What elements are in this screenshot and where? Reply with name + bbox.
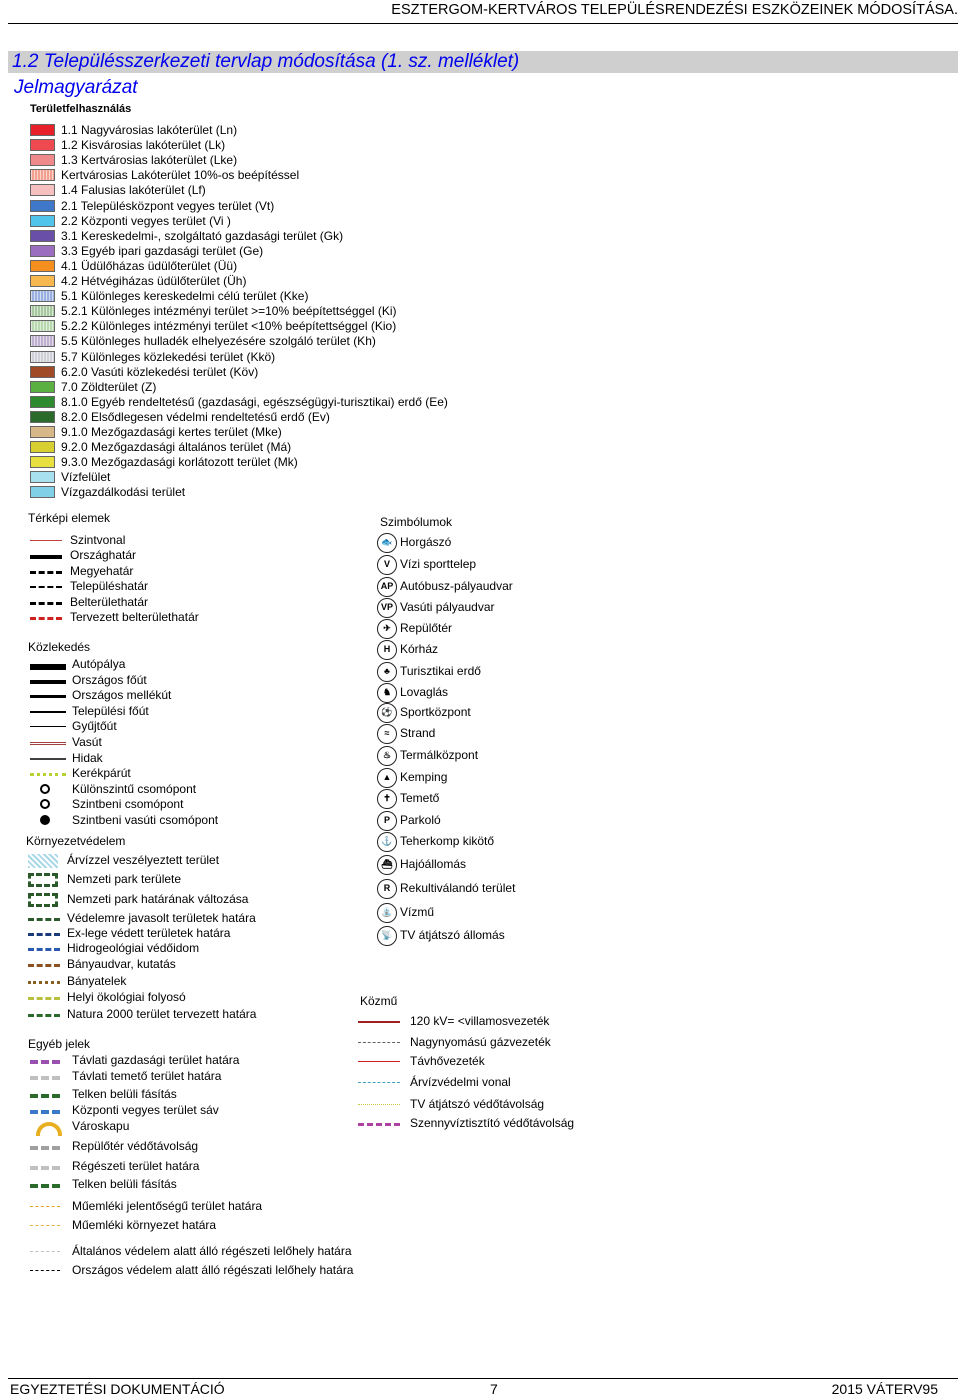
footer-rule [8,1378,958,1379]
map-element-label: Belterülethatár [70,594,149,609]
line-sample [358,1042,400,1043]
symbol-label: Turisztikai erdő [400,664,481,678]
environment-label: Natura 2000 terület tervezett határa [67,1007,257,1021]
utility-label: Szennyvíztisztító védőtávolság [410,1116,575,1130]
symbol-label: Parkoló [400,813,441,827]
line-sample [28,933,60,936]
junction-icon [40,815,50,825]
transport-label: Kerékpárút [72,766,131,781]
landuse-label: 9.3.0 Mezőgazdasági korlátozott terület (Mk) [61,455,298,470]
other-label: Repülőtér védőtávolság [72,1139,199,1153]
line-sample [358,1104,400,1105]
landuse-swatch [30,200,55,212]
line-sample [30,617,62,620]
landuse-label: 6.2.0 Vasúti közlekedési terület (Köv) [61,364,259,379]
gate-icon [36,1122,62,1136]
landuse-label: Vízgazdálkodási terület [61,485,186,500]
footer-right: 2015 VÁTERV95 [831,1381,938,1397]
landuse-swatch [30,366,55,378]
landuse-swatch [30,471,55,483]
utility-label: 120 kV= <villamosvezeték [410,1014,550,1028]
symbol-label: Teherkomp kikötő [400,834,495,848]
landuse-swatch [30,486,55,498]
symbols-title: Szimbólumok [380,515,453,529]
landuse-swatch [30,335,55,347]
symbol-label: Temető [400,791,440,805]
utility-label: Távhővezeték [410,1054,485,1068]
map-element-label: Megyehatár [70,563,134,578]
railway-station-icon: VP [377,598,397,618]
tourist-forest-icon: ♣ [377,662,397,682]
landuse-label: 7.0 Zöldterület (Z) [61,379,157,394]
horse-riding-icon: ♞ [377,683,397,703]
line-sample [30,664,66,670]
page-number: 7 [490,1381,498,1397]
environment-label: Bányaudvar, kutatás [67,957,176,971]
page-header: ESZTERGOM-KERTVÁROS TELEPÜLÉSRENDEZÉSI ESZKÖZEINEK MÓDOSÍTÁSA. [391,2,958,18]
utility-label: Árvízvédelmi vonal [410,1075,511,1089]
line-sample [28,948,60,951]
line-sample [30,1166,60,1170]
landuse-swatch [30,139,55,151]
line-sample [28,918,60,921]
line-sample [30,1206,60,1207]
line-sample [30,1270,60,1271]
sport-center-icon: ⚽ [377,703,397,723]
line-sample [30,711,66,713]
landuse-label: 5.1 Különleges kereskedelmi célú terület (Kke) [61,289,309,304]
landuse-label: 5.2.1 Különleges intézményi terület >=10% beépítettséggel (Ki) [61,304,397,319]
line-sample [28,1014,60,1017]
fishing-icon: 🐟 [377,533,397,553]
landuse-title: Területfelhasználás [30,103,132,115]
line-sample [28,964,60,967]
environment-label: Hidrogeológiai védőidom [67,941,200,955]
line-sample [30,1076,60,1080]
water-sport-icon: V [377,555,397,575]
landuse-label: 8.1.0 Egyéb rendeltetésű (gazdasági, egészségügyi-turisztikai) erdő (Ee) [61,394,448,409]
transport-label: Szintbeni csomópont [72,797,184,812]
other-label: Városkapu [72,1119,130,1133]
other-label: Általános védelem alatt álló régészeti lelőhely határa [72,1244,352,1258]
symbol-label: Lovaglás [400,685,449,699]
landuse-label: 5.2.2 Különleges intézményi terület <10% beépítettséggel (Kio) [61,319,397,334]
environment-label: Bányatelek [67,974,127,988]
map-element-label: Településhatár [70,579,149,594]
other-label: Országos védelem alatt álló régészati lelőhely határa [72,1263,354,1277]
beach-icon: ≈ [377,724,397,744]
landuse-swatch [30,426,55,438]
line-sample [30,555,62,559]
cemetery-icon: ✝ [377,789,397,809]
landuse-label: 1.4 Falusias lakóterület (Lf) [61,183,206,198]
environment-label: Helyi ökológiai folyosó [67,990,186,1004]
landuse-label: 4.2 Hétvégiházas üdülőterület (Üh) [61,274,247,288]
section-title: 1.2 Településszerkezeti tervlap módosítása (1. sz. melléklet) [12,51,520,72]
other-label: Műemléki környezet határa [72,1218,217,1232]
line-sample [30,1060,60,1064]
other-label: Telken belüli fásítás [72,1177,177,1191]
legend-title: Jelmagyarázat [14,77,138,98]
transport-label: Autópálya [72,657,126,671]
symbol-label: Termálközpont [400,748,479,762]
symbol-label: Vasúti pályaudvar [400,600,495,614]
symbol-label: TV átjátszó állomás [400,928,505,942]
landuse-swatch [30,411,55,423]
line-sample [28,981,60,984]
environment-title: Környezetvédelem [26,834,126,848]
line-sample [30,571,62,574]
transport-label: Hidak [72,750,103,765]
camping-icon: ▲ [377,768,397,788]
landuse-swatch [30,169,55,181]
other-label: Távlati temető terület határa [72,1069,222,1083]
hospital-icon: H [377,640,397,660]
map-element-label: Országhatár [70,548,137,563]
landuse-label: Kertvárosias Lakóterület 10%-os beépítéssel [61,168,300,183]
transport-label: Gyűjtőút [72,719,117,734]
landuse-swatch [30,381,55,393]
symbol-label: Strand [400,726,436,740]
boat-station-icon: ⛴ [377,855,397,875]
line-sample [30,1225,60,1226]
transport-label: Szintbeni vasúti csomópont [72,813,219,827]
landuse-swatch [30,351,55,363]
line-sample [30,773,66,776]
transport-label: Különszintű csomópont [72,781,197,796]
landuse-label: 5.7 Különleges közlekedési terület (Kkö) [61,349,276,364]
line-sample [30,742,66,745]
landuse-label: 8.2.0 Elsődlegesen védelmi rendeltetésű erdő (Ev) [61,409,330,424]
landuse-swatch [30,275,55,287]
symbol-label: Hajóállomás [400,857,467,871]
line-sample [30,680,66,684]
landuse-swatch [30,456,55,468]
symbol-label: Kórház [400,642,439,656]
bus-station-icon: AP [377,577,397,597]
environment-label: Nemzeti park területe [67,872,182,886]
symbol-label: Vízi sporttelep [400,557,477,571]
landuse-swatch [30,441,55,453]
line-sample [30,1094,60,1098]
line-sample [30,1251,60,1252]
junction-icon [40,784,50,794]
transport-label: Települési főút [72,703,149,718]
utility-label: Nagynyomású gázvezeték [410,1035,551,1049]
line-sample [358,1123,400,1126]
line-sample [30,540,62,541]
landuse-label: 1.1 Nagyvárosias lakóterület (Ln) [61,123,238,137]
other-label: Távlati gazdasági terület határa [72,1053,240,1067]
area-swatch [28,893,58,907]
line-sample [30,695,66,698]
line-sample [28,997,60,1000]
environment-label: Nemzeti park határának változása [67,892,249,906]
symbol-label: Sportközpont [400,705,471,719]
utilities-title: Közmű [360,994,398,1008]
landuse-label: 1.3 Kertvárosias lakóterület (Lke) [61,153,238,168]
landuse-label: 2.1 Településközpont vegyes terület (Vt) [61,198,275,213]
landuse-label: 1.2 Kisvárosias lakóterület (Lk) [61,138,226,153]
line-sample [30,586,62,588]
landuse-swatch [30,245,55,257]
map-elements-title: Térképi elemek [28,511,111,525]
area-swatch [28,873,58,887]
landuse-swatch [30,230,55,242]
environment-label: Ex-lege védett területek határa [67,926,231,940]
environment-label: Védelemre javasolt területek határa [67,911,256,925]
line-sample [30,758,66,760]
other-label: Régészeti terület határa [72,1159,200,1173]
other-label: Központi vegyes terület sáv [72,1103,219,1117]
landuse-swatch [30,154,55,166]
line-sample [30,1110,60,1114]
transport-title: Közlekedés [28,640,91,654]
landuse-label: 9.2.0 Mezőgazdasági általános terület (Má) [61,440,292,455]
symbol-label: Autóbusz-pályaudvar [400,579,513,593]
junction-icon [40,799,50,809]
landuse-swatch [30,215,55,227]
landuse-label: 3.3 Egyéb ipari gazdasági terület (Ge) [61,243,264,258]
line-sample [358,1061,400,1062]
landuse-label: 3.1 Kereskedelmi-, szolgáltató gazdasági terület (Gk) [61,228,344,243]
landuse-swatch [30,260,55,272]
landuse-swatch [30,290,55,302]
landuse-swatch [30,124,55,136]
map-element-label: Szintvonal [70,533,126,547]
parking-icon: P [377,811,397,831]
transport-label: Országos mellékút [72,688,172,703]
symbol-label: Kemping [400,770,448,784]
recultivation-icon: R [377,879,397,899]
landuse-swatch [30,396,55,408]
line-sample [30,1146,60,1150]
line-sample [30,726,66,727]
line-sample [30,1184,60,1188]
symbol-label: Vízmű [400,905,435,919]
landuse-swatch [30,320,55,332]
landuse-label: 4.1 Üdülőházas üdülőterület (Üü) [61,258,238,273]
landuse-swatch [30,305,55,317]
airport-icon: ✈ [377,619,397,639]
area-swatch [28,854,58,868]
landuse-swatch [30,184,55,196]
footer-left: EGYEZTETÉSI DOKUMENTÁCIÓ [10,1381,225,1397]
symbol-label: Rekultiválandó terület [400,881,516,895]
line-sample [358,1021,400,1023]
line-sample [30,602,62,605]
landuse-label: 2.2 Központi vegyes terület (Vi ) [61,213,231,228]
utility-label: TV átjátszó védőtávolság [410,1097,545,1111]
landuse-label: 9.1.0 Mezőgazdasági kertes terület (Mke) [61,425,282,439]
landuse-label: 5.5 Különleges hulladék elhelyezésére szolgáló terület (Kh) [61,334,376,349]
ferry-port-icon: ⚓ [377,832,397,852]
transport-label: Vasút [72,735,102,749]
symbol-label: Repülőtér [400,621,453,635]
other-label: Telken belüli fásítás [72,1087,177,1101]
thermal-icon: ♨ [377,746,397,766]
tv-relay-icon: 📡 [377,926,397,946]
transport-label: Országos főút [72,672,147,687]
line-sample [358,1082,400,1083]
environment-label: Árvízzel veszélyeztett terület [67,853,220,867]
waterworks-icon: ⛲ [377,903,397,923]
landuse-label: Vízfelület [61,470,111,485]
other-label: Műemléki jelentőségű terület határa [72,1199,263,1213]
symbol-label: Horgászó [400,535,452,549]
other-title: Egyéb jelek [28,1037,91,1051]
map-element-label: Tervezett belterülethatár [70,610,199,624]
